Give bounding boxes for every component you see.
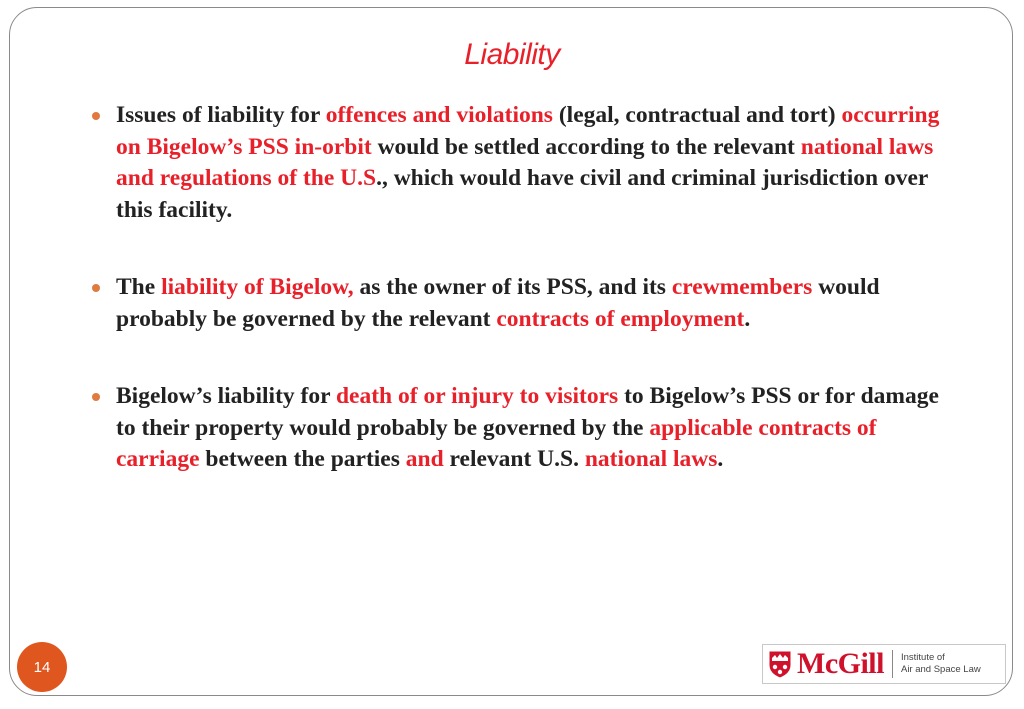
logo-subtitle-line1: Institute of bbox=[900, 652, 945, 663]
bullet-dot-icon bbox=[92, 284, 100, 292]
bullet-seg-highlight: liability of Bigelow, bbox=[161, 274, 354, 300]
bullet-seg-highlight: occurring on Bigelow’s PSS in-orbit bbox=[116, 102, 940, 160]
bullet-seg: Bigelow’s liability for bbox=[116, 383, 336, 409]
bullet-item bbox=[92, 100, 952, 226]
bullet-seg: The bbox=[116, 274, 162, 300]
logo-subtitle bbox=[901, 652, 981, 676]
bullet-seg: would be settled according to the relevant bbox=[371, 133, 801, 160]
page-number: 14 bbox=[33, 658, 51, 676]
bullet-seg-highlight: death of or injury to visitors bbox=[335, 383, 619, 409]
bullet-seg: to Bigelow’s PSS or for damage to their property would probably be governed by the bbox=[116, 383, 939, 441]
logo-subtitle-line2: Air and Space Law bbox=[900, 664, 981, 675]
page-number-badge bbox=[17, 642, 67, 692]
bullet-seg: (legal, contractual and tort) bbox=[552, 102, 842, 128]
bullet-seg: . bbox=[717, 446, 724, 472]
bullet-item bbox=[92, 272, 952, 335]
bullet-seg: ., which would have civil and criminal jurisdiction over this facility. bbox=[116, 165, 928, 223]
bullet-seg-highlight: offences and violations bbox=[325, 102, 553, 128]
bullet-seg-highlight: and bbox=[405, 446, 444, 472]
mcgill-logo bbox=[762, 644, 1006, 684]
bullet-seg: . bbox=[744, 305, 751, 332]
bullet-seg: Issues of liability for bbox=[116, 102, 326, 128]
bullet-seg-highlight: national laws bbox=[584, 446, 718, 472]
bullet-seg: would probably be governed by the relevant bbox=[116, 274, 880, 332]
bullet-seg: relevant U.S. bbox=[443, 446, 585, 472]
bullet-list bbox=[92, 100, 952, 522]
bullet-item bbox=[92, 381, 952, 476]
bullet-seg-highlight: applicable contracts of carriage bbox=[116, 414, 877, 472]
bullet-seg-highlight: contracts of employment bbox=[496, 305, 745, 332]
slide-title: Liability bbox=[464, 38, 560, 71]
bullet-seg: as the owner of its PSS, and its bbox=[353, 274, 672, 300]
bullet-seg: between the parties bbox=[199, 446, 406, 472]
crest-icon bbox=[767, 649, 793, 679]
bullet-seg-highlight: national laws and regulations of the U.S bbox=[116, 133, 934, 191]
logo-name: McGill bbox=[797, 647, 884, 680]
logo-divider bbox=[892, 650, 893, 678]
bullet-dot-icon bbox=[92, 393, 100, 401]
bullet-seg-highlight: crewmembers bbox=[671, 274, 813, 300]
bullet-dot-icon bbox=[92, 112, 100, 120]
